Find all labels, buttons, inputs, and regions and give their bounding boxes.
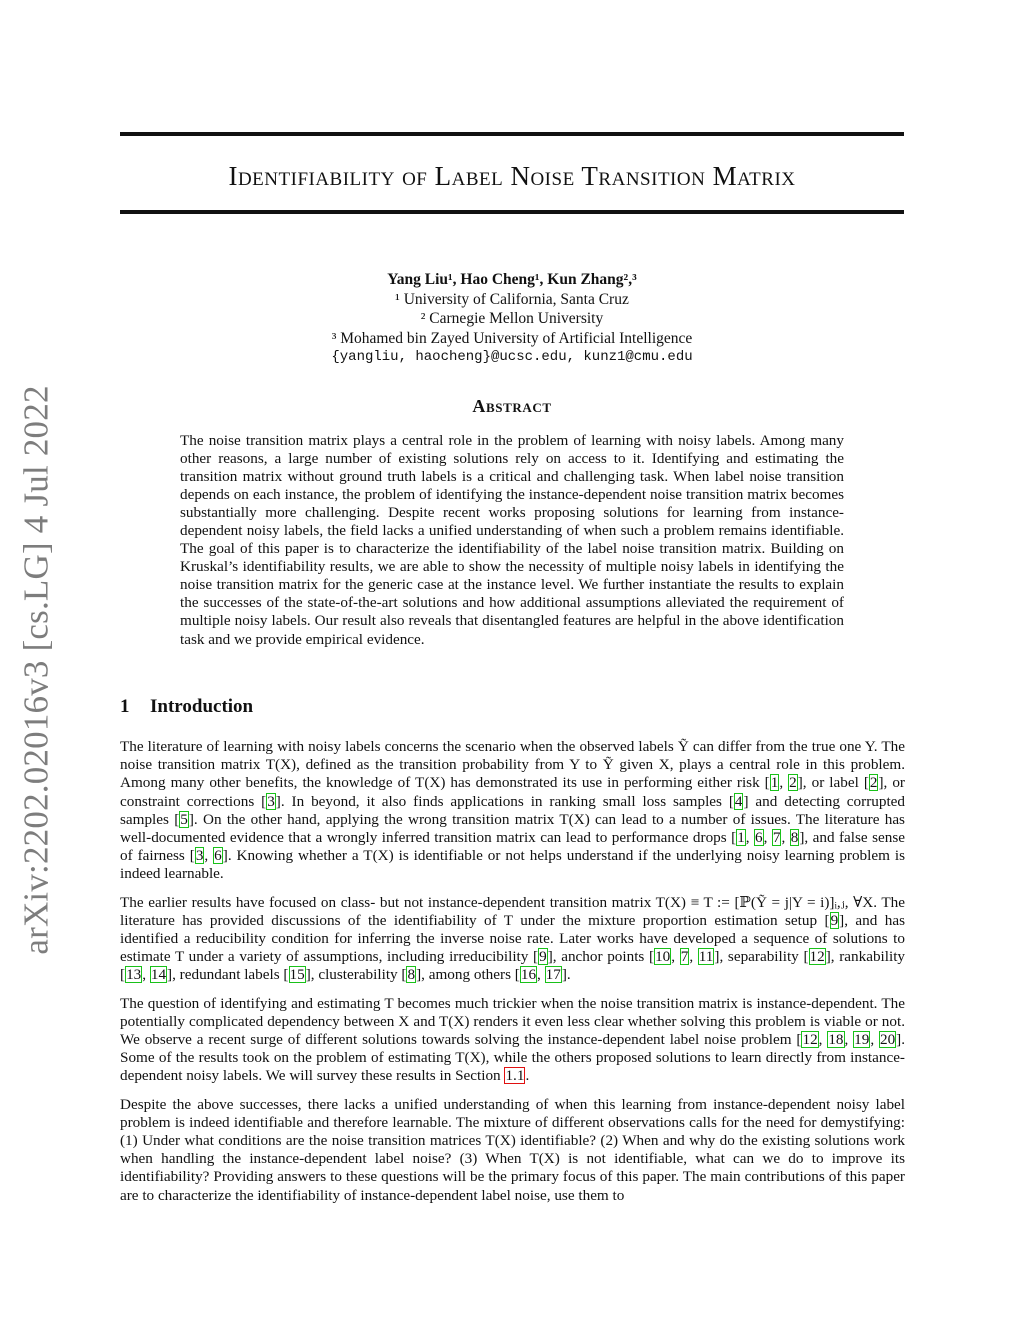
citation-link[interactable]: 19	[854, 1031, 870, 1049]
introduction-body	[120, 738, 905, 1215]
section-heading-introduction	[120, 696, 253, 718]
text-run: ,	[870, 1031, 879, 1049]
text-run: ], and false sense of fairness [	[120, 829, 906, 865]
text-run: The question of identifying and estimating T becomes much trickier when the noise transition matrix is instance-dependent. The potentially complicated dependency between X and T(X) renders it even less clear whether solving this problem is viable or not. We observe a recent surge of different solutions towards solving the instance-dependent label noise problem [	[120, 994, 905, 1049]
author-names: Yang Liu¹, Hao Cheng¹, Kun Zhang²,³	[387, 271, 637, 288]
citation-link[interactable]: 4	[734, 792, 743, 810]
section-title: Introduction	[150, 696, 254, 717]
citation-link[interactable]: 13	[126, 966, 142, 984]
text-run: ], rankability [	[120, 948, 906, 984]
citation-link[interactable]: 5	[180, 810, 188, 828]
text-run: ], among others [	[416, 966, 520, 984]
arxiv-identifier-stamp	[8, 370, 66, 970]
citation-link[interactable]: 3	[195, 847, 204, 865]
text-run: ]. Some of the results took on the problem of estimating T(X), while the others proposed solutions to learn directly from instance-dependent noisy labels. We will survey these results in Section	[120, 1031, 906, 1085]
text-run: ], anchor points [	[547, 948, 655, 966]
text-run: ], or label [	[797, 774, 869, 792]
author-emails: {yangliu, haocheng}@ucsc.edu, kunz1@cmu.edu	[331, 349, 693, 365]
paper-title: Identifiability of Label Noise Transition Matrix	[228, 161, 796, 191]
text-run: .	[525, 1067, 530, 1085]
text-run: ]. Knowing whether a T(X) is identifiable or not helps understand if the underlying noisy learning problem is indeed learnable.	[120, 847, 905, 883]
affiliation-3: ³ Mohamed bin Zayed University of Artificial Intelligence	[331, 329, 693, 347]
title-rule-top	[120, 132, 904, 136]
title-rule-bottom	[120, 210, 904, 214]
citation-link[interactable]: 6	[755, 829, 763, 847]
text-run: The earlier results have focused on class- but not instance-dependent transition matrix T(X) ≡ T := [ℙ(Ỹ = j|Y = i)]ᵢ,ⱼ, ∀X. The literature has provided discussions of the identifiability of T under the mixture proportion estimation setup [	[120, 893, 905, 929]
section-reference-link[interactable]: 1.1	[505, 1067, 525, 1085]
text-run: ]. On the other hand, applying the wrong transition matrix T(X) can lead to a number of issues. The literature has well-documented evidence that a wrongly inferred transition matrix can lead to performance drops [	[120, 810, 905, 847]
citation-link[interactable]: 1	[770, 774, 779, 792]
text-run: ]. In beyond, it also finds applications in ranking small loss samples [	[275, 792, 734, 810]
citation-link[interactable]: 16	[520, 966, 537, 984]
citation-link[interactable]: 17	[545, 966, 561, 984]
citation-link[interactable]: 7	[772, 829, 781, 847]
paragraph-3	[120, 995, 905, 1086]
text-run: ], clusterability [	[305, 966, 407, 984]
text-run: ] and detecting corrupted samples [	[120, 792, 905, 828]
citation-link[interactable]: 8	[790, 829, 799, 847]
citation-link[interactable]: 7	[680, 948, 689, 966]
citation-link[interactable]: 12	[809, 948, 825, 966]
text-run: ,	[689, 948, 698, 966]
affiliation-2: ² Carnegie Mellon University	[420, 310, 604, 327]
text-run: ,	[763, 829, 772, 847]
text-run: The literature of learning with noisy labels concerns the scenario when the observed labels Ỹ can differ from the true one Y. The noise transition matrix T(X), defined as the transition probability from Y to Ỹ given X, plays a central role in this problem. Among many other benefits, the knowledge of T(X) has demonstrated its use in performing either risk [	[120, 738, 905, 792]
abstract-heading: Abstract	[472, 396, 552, 416]
affiliation-1: ¹ University of California, Santa Cruz	[395, 290, 629, 308]
author-block	[120, 270, 904, 368]
text-run: ,	[818, 1031, 828, 1049]
text-run: ].	[561, 966, 571, 984]
citation-link[interactable]: 8	[407, 966, 416, 984]
text-run: ], redundant labels [	[167, 966, 289, 984]
arxiv-id-text: arXiv:2202.02016v3 [cs.LG] 4 Jul 2022	[17, 385, 56, 955]
citation-link[interactable]: 1	[737, 829, 745, 847]
citation-link[interactable]: 2	[869, 774, 878, 792]
citation-link[interactable]: 15	[289, 966, 305, 984]
text-run: ,	[671, 948, 680, 966]
text-run: ,	[537, 966, 545, 984]
text-run: ,	[142, 966, 150, 984]
citation-link[interactable]: 10	[655, 948, 671, 966]
citation-link[interactable]: 2	[789, 774, 797, 792]
text-run: ,	[204, 847, 214, 865]
paragraph-1	[120, 738, 905, 884]
citation-link[interactable]: 3	[267, 792, 275, 810]
text-run: ,	[745, 829, 755, 847]
paragraph-4: Despite the above successes, there lacks a unified understanding of when this learning from instance-dependent noisy label problem is indeed identifiable and therefore learnable. The mixture of different observations calls for the need for demystifying: (1) Under what conditions are the noise transition matrices T(X) identifiable? (2) When and why do the existing solutions work when handling the instance-dependent label noise? (3) When T(X) is not identifiable, what can we do to improve its identifiability? Providing answers to these questions will be the primary focus of this paper. The main contributions of this paper are to characterize the identifiability of instance-dependent label noise, use them to	[120, 1095, 905, 1204]
text-run: ], and has identified a reducibility condition for inferring the inverse noise rate. Later works have developed a sequence of solutions to estimate T under a variety of assumptions, including irreducibility [	[120, 911, 906, 966]
citation-link[interactable]: 6	[214, 847, 222, 865]
text-run: ,	[781, 829, 790, 847]
text-run: ], separability [	[714, 948, 809, 966]
citation-link[interactable]: 14	[150, 966, 167, 984]
citation-link[interactable]: 12	[802, 1031, 818, 1049]
text-run: ], or constraint corrections [	[120, 774, 905, 810]
text-run: ,	[844, 1031, 854, 1049]
citation-link[interactable]: 20	[879, 1031, 896, 1049]
citation-link[interactable]: 11	[698, 948, 714, 966]
citation-link[interactable]: 9	[539, 948, 547, 966]
citation-link[interactable]: 18	[828, 1031, 844, 1049]
text-run: ,	[779, 774, 789, 792]
abstract-text: The noise transition matrix plays a central role in the problem of learning with noisy labels. Among many other reasons, a large number of existing solutions rely on access to it. Identifying and estimating the transition matrix without ground truth labels is a critical and challenging task. When label noise transition depends on each instance, the problem of identifying the instance-dependent noise transition matrix becomes substantially more challenging. Despite recent works proposing solutions for learning from instance-dependent noisy labels, the field lacks a unified understanding of when such a problem remains identifiable. The goal of this paper is to characterize the identifiability of the label noise transition matrix. Building on Kruskal’s identifiability results, we are able to show the necessity of multiple noisy labels in identifying the noise transition matrix for the generic case at the instance level. We further instantiate the results to explain the successes of the state-of-the-art solutions and how additional assumptions alleviated the requirement of multiple noisy labels. Our result also reveals that disentangled features are helpful in the above identification task and we provide empirical evidence.	[180, 432, 844, 648]
paragraph-2	[120, 894, 905, 985]
section-number: 1	[120, 696, 130, 717]
citation-link[interactable]: 9	[830, 911, 839, 929]
